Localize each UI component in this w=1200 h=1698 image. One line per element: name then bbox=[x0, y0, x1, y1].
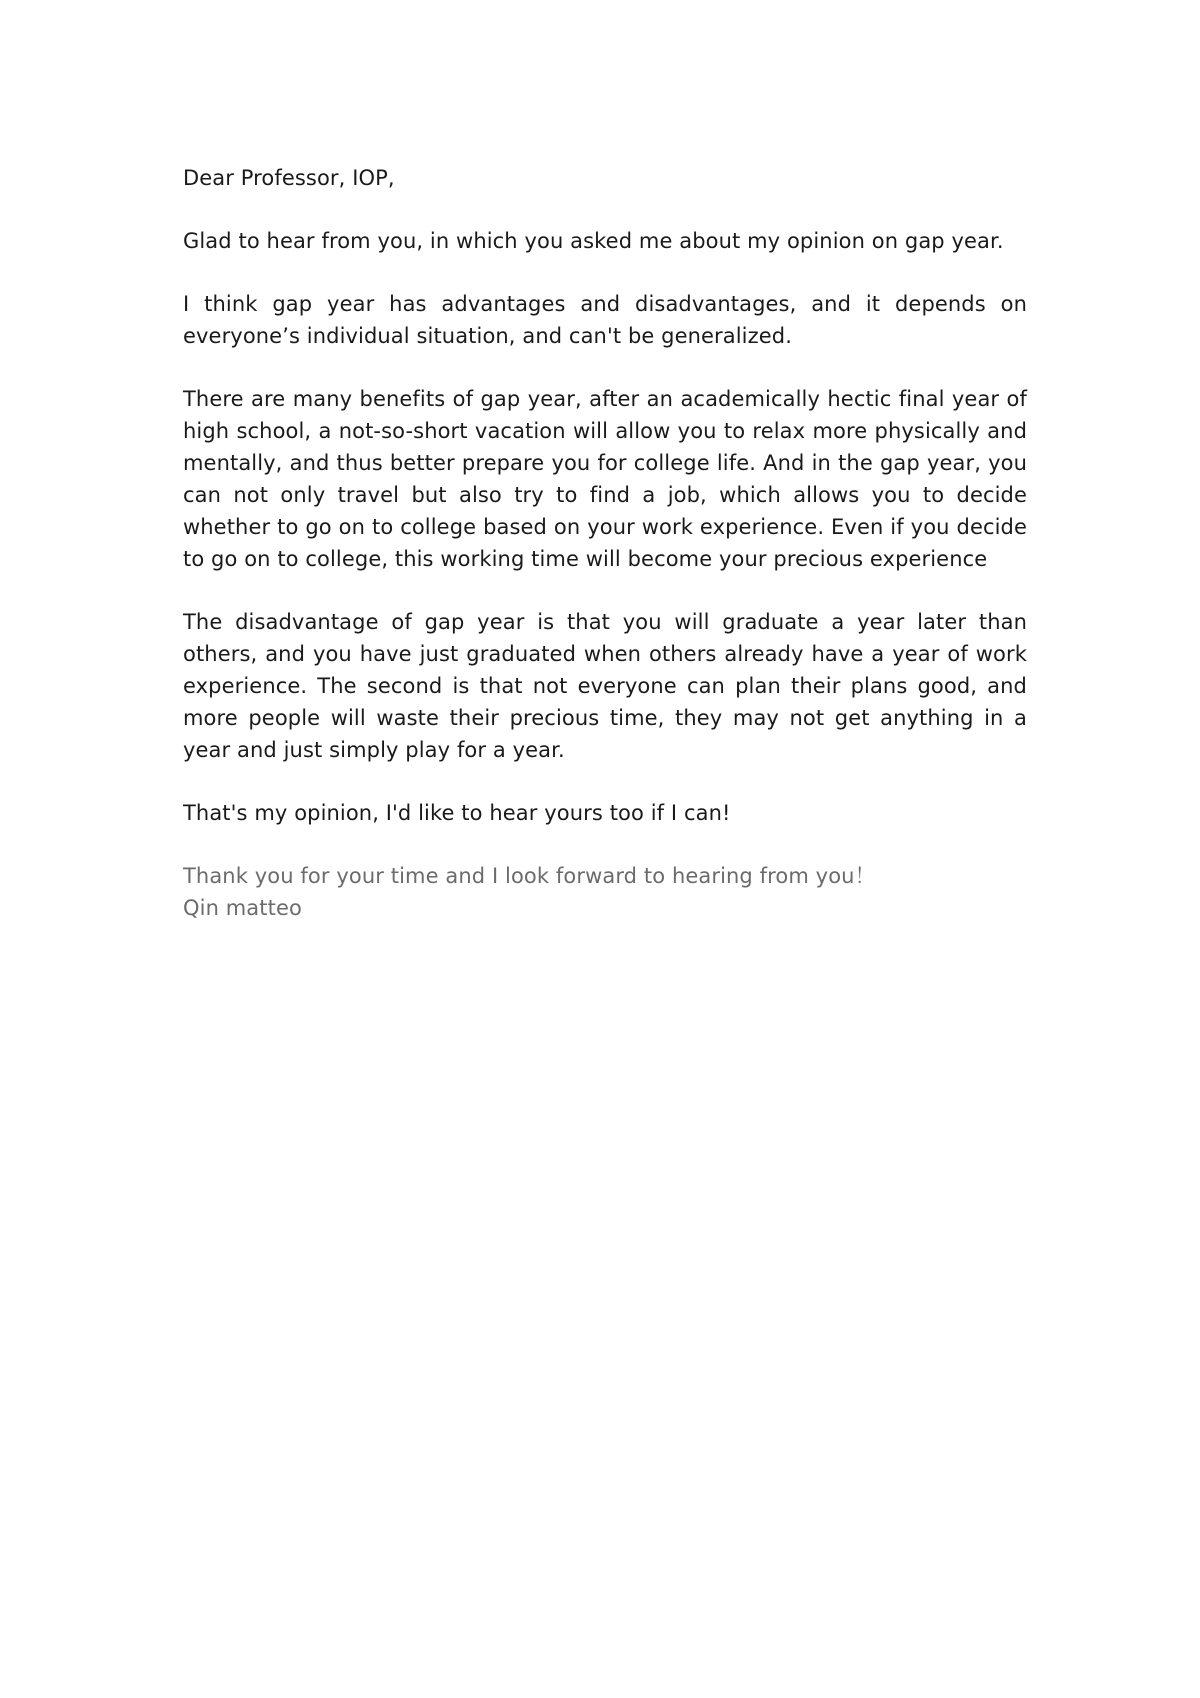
paragraph-opinion: I think gap year has advantages and disadvantages, and it depends on everyone’s individual situation, and can't be generalized. bbox=[183, 292, 1027, 348]
signature: Qin matteo bbox=[183, 896, 302, 920]
paragraph-conclusion: That's my opinion, I'd like to hear yours too if I can! bbox=[183, 801, 731, 825]
salutation: Dear Professor, IOP, bbox=[183, 166, 395, 190]
paragraph-benefits: There are many benefits of gap year, after an academically hectic final year of high school, a not-so-short vacation will allow you to relax more physically and mentally, and thus better prepare you for college life. And in the gap year, you can not only travel but also try to find a job, which allows you to decide whether to go on to college based on your work experience. Even if you decide to go on to college, this working time will become your precious experience bbox=[183, 387, 1027, 571]
closing-block bbox=[183, 860, 1027, 924]
paragraph-disadvantages: The disadvantage of gap year is that you will graduate a year later than others, and you have just graduated when others already have a year of work experience. The second is that not everyone can plan their plans good, and more people will waste their precious time, they may not get anything in a year and just simply play for a year. bbox=[183, 610, 1027, 762]
closing-line: Thank you for your time and I look forward to hearing from you！ bbox=[183, 864, 876, 888]
paragraph-intro: Glad to hear from you, in which you asked me about my opinion on gap year. bbox=[183, 229, 1004, 253]
letter-body bbox=[183, 162, 1027, 955]
